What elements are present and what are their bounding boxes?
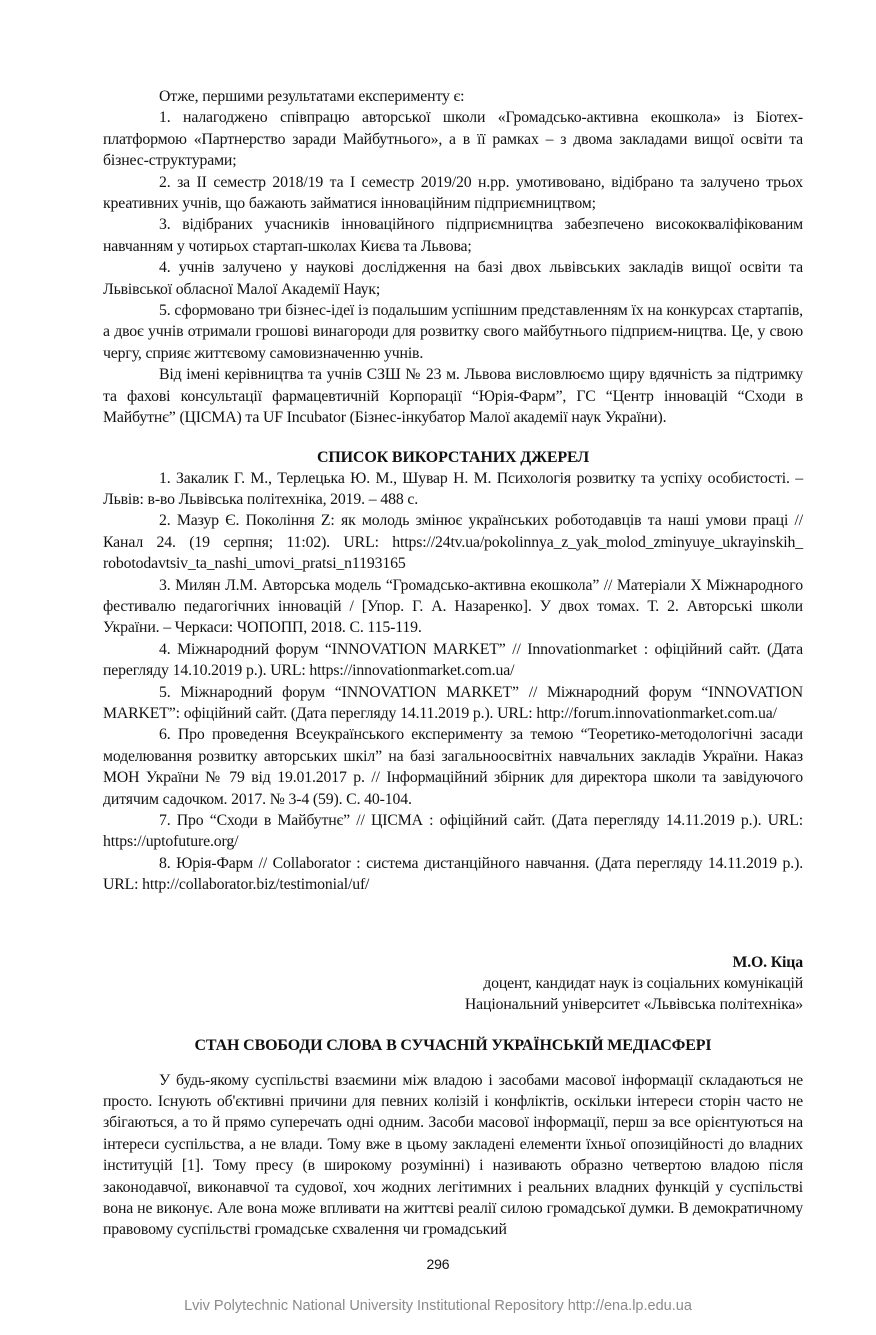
results-item: 3. відібраних учасників інноваційного підприємництва забезпечено висококваліфікованим навчанням у чотирьох стартап-школах Києва та Львова; bbox=[103, 216, 803, 255]
reference-item: 4. Міжнародний форум “INNOVATION MARKET” // Innovationmarket : офіційний сайт. (Дата перегляду 14.10.2019 р.). URL: https://innovationmarket.com.ua/ bbox=[103, 640, 803, 680]
references-section bbox=[103, 447, 803, 896]
reference-item: 2. Мазур Є. Покоління Z: як молодь змінює українських роботодавців та наші умови праці // Канал 24. (19 серпня; 11:02). URL: https://24tv.ua/pokolinnya_z_yak_molod_zminyuye_ukrayinskih_ robotodavtsiv_ta_nashi_umovi_pratsi_n1193165 bbox=[103, 512, 803, 573]
results-section bbox=[103, 86, 803, 429]
references-heading: СПИСОК ВИКОРСТАНИХ ДЖЕРЕЛ bbox=[316, 448, 590, 466]
article-title-block bbox=[103, 1035, 803, 1056]
results-intro: Отже, першими результатами експерименту є: bbox=[159, 88, 465, 105]
results-item: 5. сформовано три бізнес-ідеї із подальшим успішним представленням їх на конкурсах стартапів, а двоє учнів отримали грошові винагороди для розвитку свого майбутнього підприєм-ництва. Це, у свою чергу, сприяє життєвому самовизначенню учнів. bbox=[103, 302, 803, 362]
author-affiliation: Національний університет «Львівська політехніка» bbox=[464, 995, 803, 1013]
reference-item: 6. Про проведення Всеукраїнського експерименту за темою “Теоретико-методологічні засади моделювання розвитку авторських шкіл” на базі загальноосвітніх навчальних закладів України. Наказ МОН України № 79 від 19.01.2017 р. // Інформаційний збірник для директора школи та завідуючого дитячим садочком. 2017. № 3-4 (59). С. 40-104. bbox=[103, 726, 803, 808]
author-block bbox=[103, 952, 803, 1015]
results-item: 4. учнів залучено у наукові дослідження на базі двох львівських закладів вищої освіти та Львівської обласної Малої Академії Наук; bbox=[103, 259, 803, 298]
results-item: 1. налагоджено співпрацю авторської школи «Громадсько-активна екошкола» із Біотех-платформою «Партнерство заради Майбутнього», а в її рамках – з двома закладами вищої освіти та бізнес-структурами; bbox=[103, 109, 803, 170]
reference-item: 5. Міжнародний форум “INNOVATION MARKET” // Міжнародний форум “INNOVATION MARKET”: офіційний сайт. (Дата перегляду 14.11.2019 р.). URL: http://forum.innovationmarket.com.ua/ bbox=[103, 683, 803, 722]
author-name: М.О. Кіца bbox=[732, 953, 803, 971]
reference-item: 8. Юрія-Фарм // Collaborator : система дистанційного навчання. (Дата перегляду 14.11.2019 р.). URL: http://collaborator.biz/testimonial/uf/ bbox=[103, 854, 803, 894]
article-title: СТАН СВОБОДИ СЛОВА В СУЧАСНІЙ УКРАЇНСЬКІЙ МЕДІАСФЕРІ bbox=[194, 1036, 712, 1054]
author-position: доцент, кандидат наук із соціальних комунікацій bbox=[483, 974, 803, 992]
article-paragraph: У будь-якому суспільстві взаємини між владою і засобами масової інформації складаються не просто. Існують об'єктивні причини для певних колізій і конфліктів, оскільки інтереси сторін часто не збігаються, а то й прямо суперечать одні одним. Засоби масової інформації, перш за все орієнтуються на інтереси суспільства, а не влади. Тому вже в цьому закладені елементи їхньої опозиційності до владних інституцій [1]. Тому пресу (в широкому розумінні) і називають образно четвертою владою після законодавчої, виконавчої та судової, хоч жодних легітимних і реальних владних функцій у суспільстві вона не виконує. Але вона може впливати на життєві реалії силою громадської думки. В демократичному правовому суспільстві громадське схвалення чи громадський bbox=[103, 1071, 803, 1239]
reference-item: 3. Милян Л.М. Авторська модель “Громадсько-активна екошкола” // Матеріали Х Міжнародного фестивалю педагогічних інновацій / [Упор. Г. А. Назаренко]. У двох томах. Т. 2. Авторські школи України. – Черкаси: ЧОПОПП, 2018. С. 115-119. bbox=[103, 576, 803, 637]
results-item: 2. за ІІ семестр 2018/19 та І семестр 2019/20 н.рр. умотивовано, відібрано та залучено трьох креативних учнів, що бажають займатися інноваційним підприємництвом; bbox=[103, 173, 803, 213]
article-body bbox=[103, 1070, 803, 1241]
reference-item: 7. Про “Сходи в Майбутнє” // ЦІСМА : офіційний сайт. (Дата перегляду 14.11.2019 р.). URL: https://uptofuture.org/ bbox=[103, 812, 803, 851]
page-number: 296 bbox=[426, 1255, 450, 1272]
repository-footer: Lviv Polytechnic National University Institutional Repository http://ena.lp.edu.ua bbox=[184, 1297, 692, 1314]
reference-item: 1. Закалик Г. М., Терлецька Ю. М., Шувар Н. М. Психологія розвитку та успіху особистості. – Львів: в-во Львівська політехніка, 2019. – 488 с. bbox=[103, 469, 803, 508]
acknowledgement-paragraph: Від імені керівництва та учнів СЗШ № 23 м. Львова висловлюємо щиру вдячність за підтримку та фахові консультації фармацевтичній Корпорації “Юрія-Фарм”, ГС “Центр інновацій “Сходи в Майбутнє” (ЦІСМА) та UF Incubator (Бізнес-інкубатор Малої академії наук України). bbox=[103, 366, 803, 427]
